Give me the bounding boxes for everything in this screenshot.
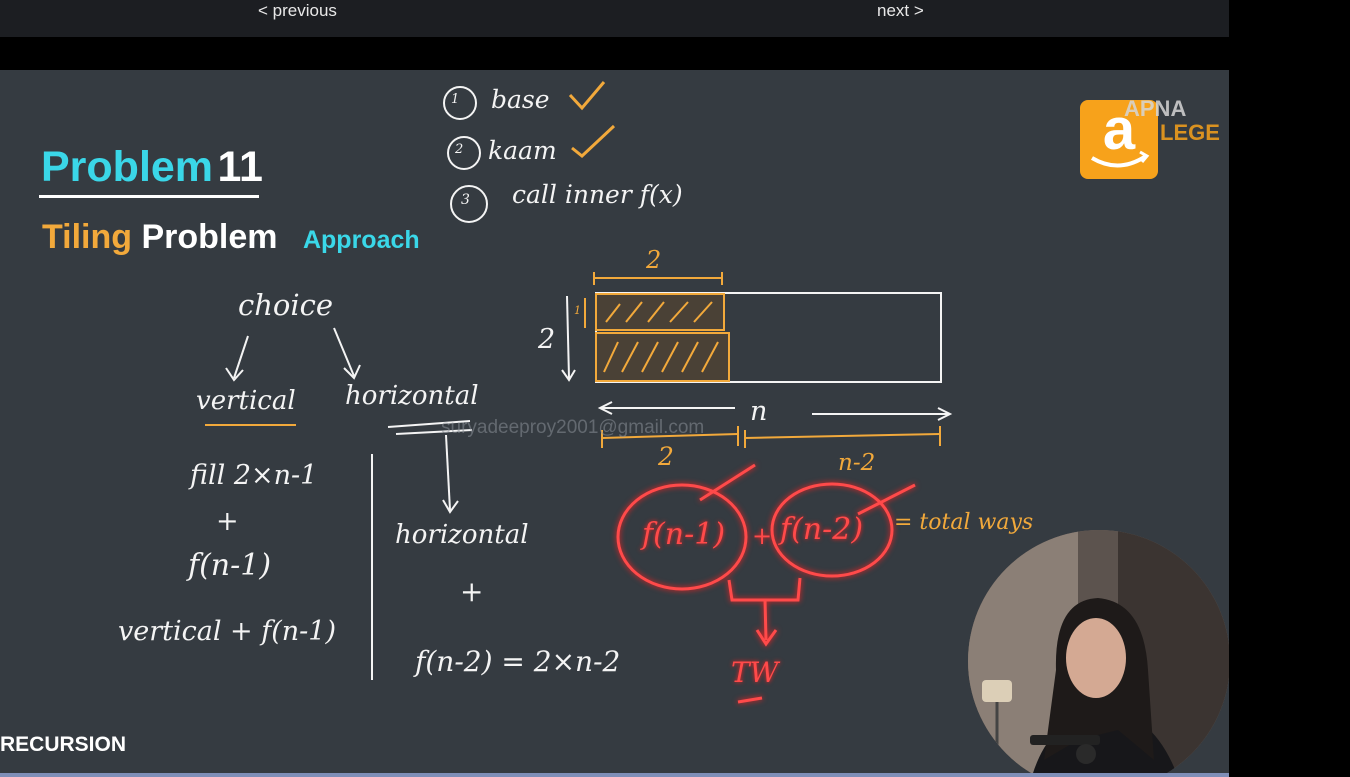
arrow-down-horizontal — [446, 435, 450, 510]
title-problem-number: 11 — [217, 143, 263, 191]
step-2-number: 2 — [455, 142, 464, 157]
grid-top-width: 2 — [646, 246, 662, 274]
formula-term2: f(n-2) — [780, 512, 864, 547]
grid-height: 2 — [538, 324, 556, 355]
left-call: f(n-1) — [188, 548, 272, 583]
check-icon-2 — [572, 126, 614, 156]
right-call: f(n-2) = 2×n-2 — [415, 645, 621, 678]
tree-root-choice: choice — [238, 288, 334, 322]
horizontal-tile-top — [596, 294, 724, 330]
check-icon-1 — [570, 82, 604, 108]
presenter-webcam — [968, 530, 1229, 775]
subtitle-approach: Approach — [302, 226, 420, 254]
grid-unit: 1 — [574, 304, 581, 317]
presenter-image — [968, 530, 1229, 775]
left-plus: + — [216, 506, 239, 537]
email-watermark: suryadeeproy2001@gmail.com — [441, 417, 705, 438]
formula-term1: f(n-1) — [642, 517, 726, 552]
step-1-number: 1 — [451, 92, 460, 107]
logo-text-college: LEGE — [1160, 120, 1220, 145]
top-nav-bar — [0, 0, 1229, 37]
left-sum: vertical + f(n-1) — [118, 616, 337, 647]
step-circle-1 — [444, 87, 476, 119]
logo-letter: a — [1102, 97, 1136, 162]
previous-link[interactable]: < previous — [258, 1, 337, 20]
section-footer: RECURSION — [0, 733, 127, 756]
formula-result: = total ways — [894, 510, 1034, 535]
step-3-number: 3 — [461, 192, 470, 208]
next-link[interactable]: next > — [877, 1, 924, 20]
lecture-slide — [0, 70, 1229, 775]
step-2-text: kaam — [488, 136, 557, 165]
left-fill-text: fill 2×n-1 — [190, 460, 318, 491]
title-problem-word: Problem — [41, 143, 214, 191]
tree-right-horizontal: horizontal — [345, 381, 479, 411]
formula-total: TW — [731, 656, 779, 689]
step-1-text: base — [491, 85, 550, 114]
progress-line — [0, 773, 1229, 777]
subtitle-problem: Problem — [141, 218, 278, 256]
step-3-text: call inner f(x) — [512, 180, 683, 209]
grid-seg-left: 2 — [658, 442, 674, 471]
right-plus: + — [460, 575, 484, 608]
grid-n-label: n — [750, 396, 768, 427]
grid-seg-right: n-2 — [838, 450, 876, 476]
tree-left-vertical: vertical — [196, 386, 296, 416]
tick-term1 — [700, 465, 755, 500]
step-circle-2 — [448, 137, 480, 169]
right-horizontal-label: horizontal — [395, 520, 529, 550]
logo-text-apna: APNA — [1124, 96, 1187, 121]
formula-plus: + — [752, 522, 773, 550]
subtitle-tiling: Tiling — [42, 218, 133, 256]
